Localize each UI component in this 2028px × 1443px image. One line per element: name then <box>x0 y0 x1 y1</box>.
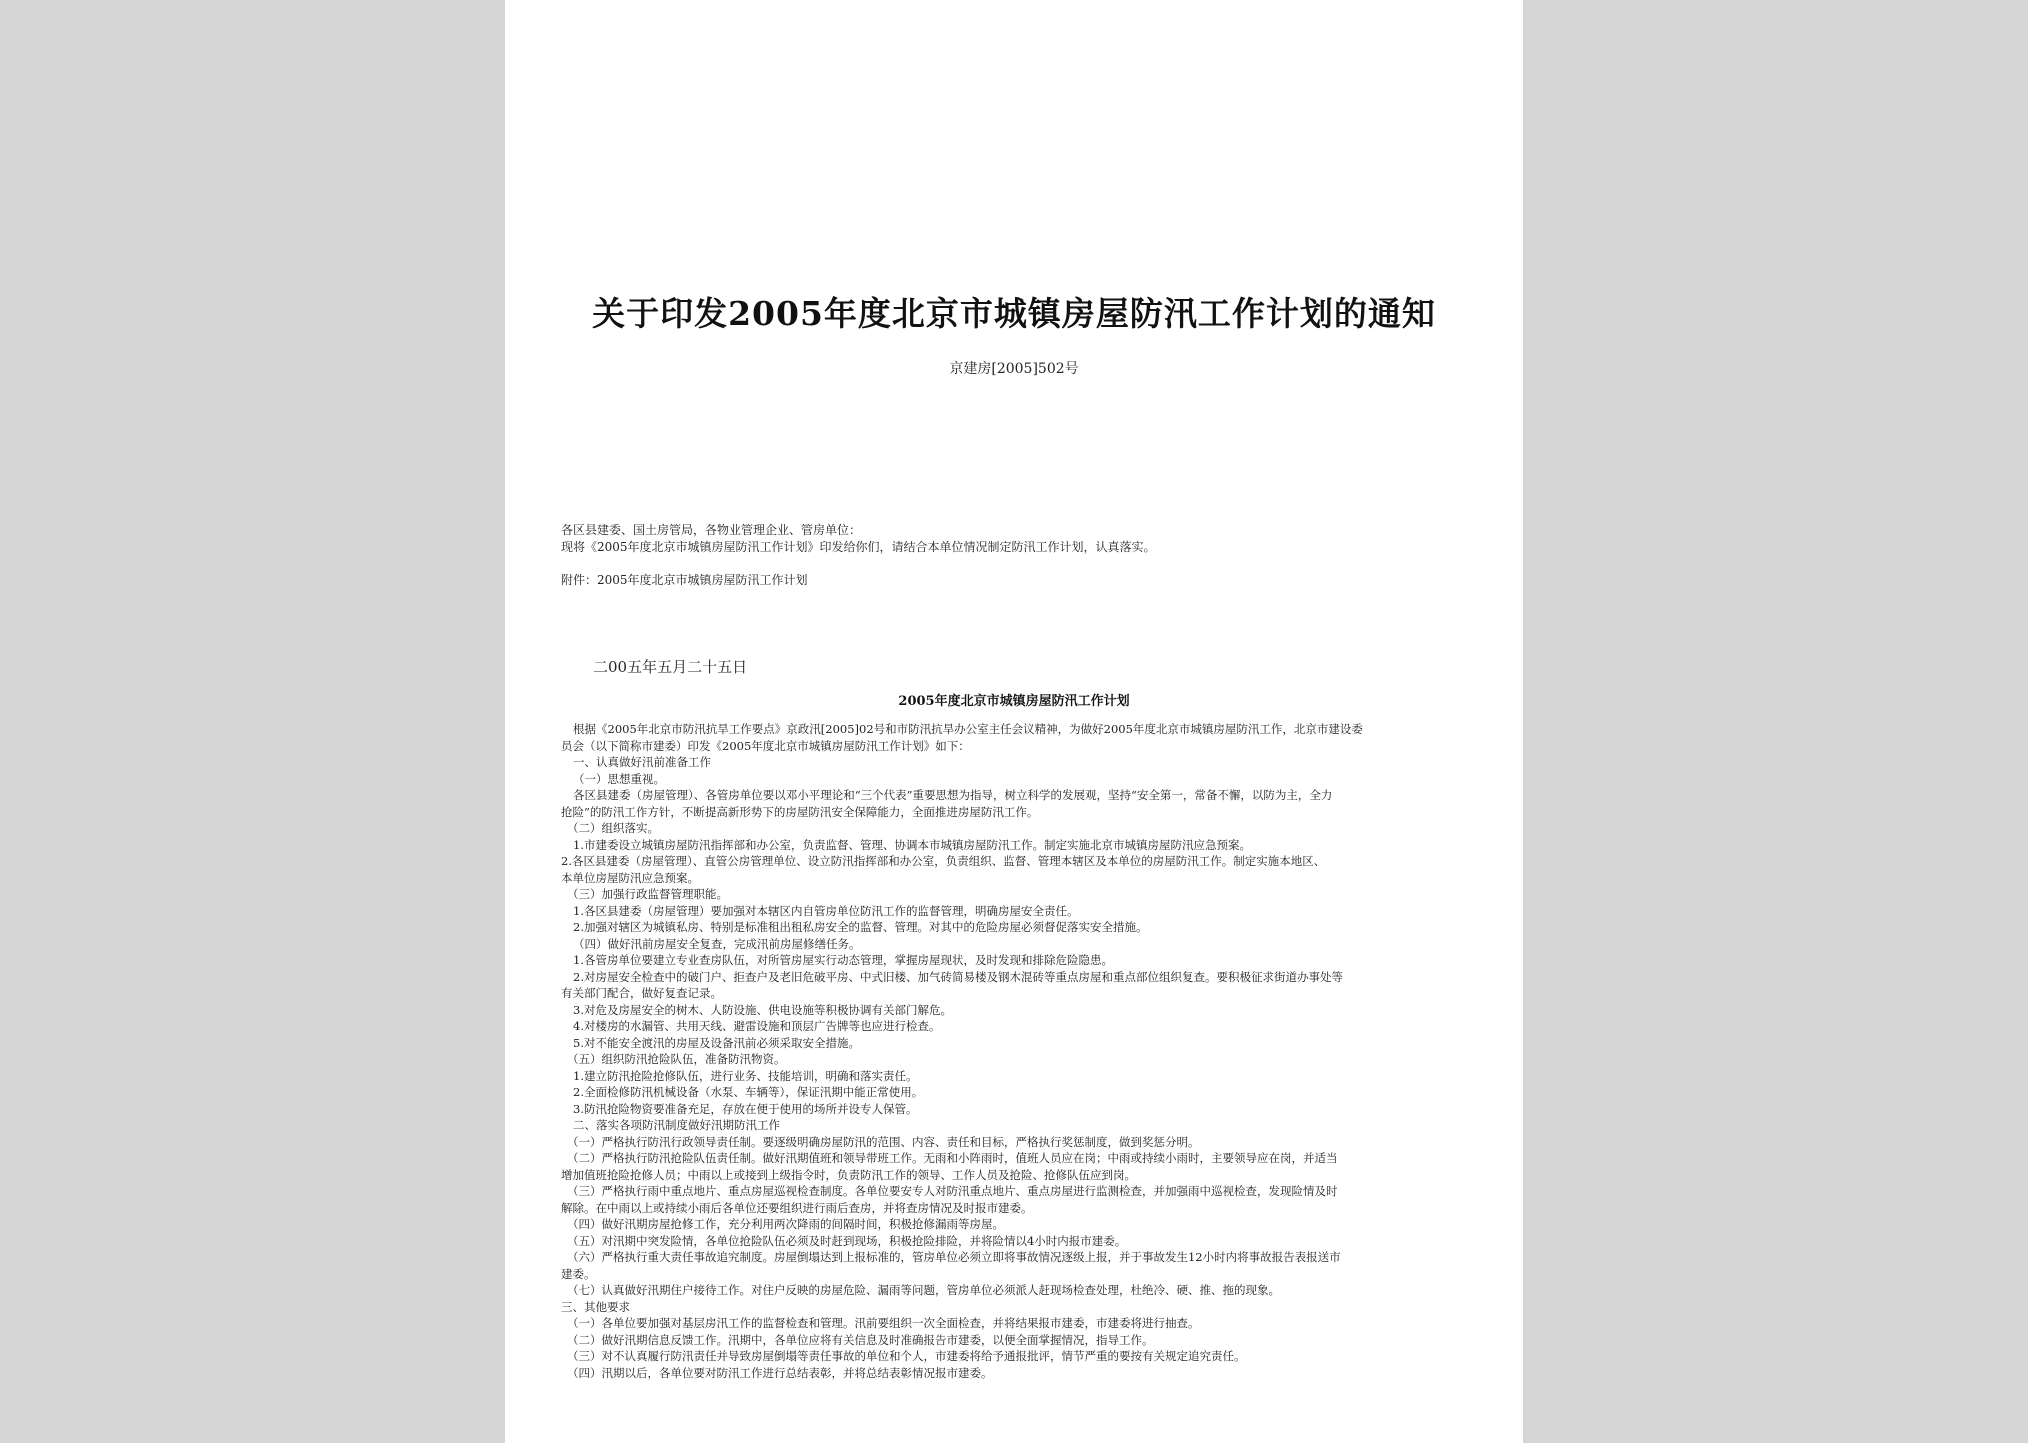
document-number: 京建房[2005]502号 <box>949 361 1079 377</box>
body-line: 2.加强对辖区为城镇私房、特别是标准租出租私房安全的监督、管理。对其中的危险房屋必须督促落实安全措施。 <box>573 920 1148 934</box>
attachment-line: 附件：2005年度北京市城镇房屋防汛工作计划 <box>561 573 808 587</box>
body-line: （三）对不认真履行防汛责任并导致房屋倒塌等责任事故的单位和个人，市建委将给予通报批评，情节严重的要按有关规定追究责任。 <box>567 1349 1246 1363</box>
body-line: （四）做好汛前房屋安全复查，完成汛前房屋修缮任务。 <box>573 936 861 951</box>
document-title: 关于印发2005年度北京市城镇房屋防汛工作计划的通知 <box>592 294 1436 333</box>
body-line: （一）严格执行防汛行政领导责任制。要逐级明确房屋防汛的范围、内容、责任和目标，严格执行奖惩制度，做到奖惩分明。 <box>567 1134 1200 1149</box>
body-line: 1.建立防汛抢险抢修队伍，进行业务、技能培训，明确和落实责任。 <box>573 1068 918 1083</box>
body-line: 根据《2005年北京市防汛抗旱工作要点》京政汛[2005]02号和市防汛抗旱办公室主任会议精神，为做好2005年度北京市城镇房屋防汛工作，北京市建设委 <box>573 722 1363 736</box>
body-line: （三）严格执行雨中重点地片、重点房屋巡视检查制度。各单位要安专人对防汛重点地片、重点房屋进行监测检查，并加强雨中巡视检查，发现险情及时 <box>567 1184 1338 1198</box>
body-line: 二、落实各项防汛制度做好汛期防汛工作 <box>573 1118 780 1132</box>
body-line: 1.各区县建委（房屋管理）要加强对本辖区内自管房单位防汛工作的监督管理，明确房屋安全责任。 <box>573 903 1079 918</box>
body-line: 增加值班抢险抢修人员；中雨以上或接到上级指令时，负责防汛工作的领导、工作人员及抢险、抢修队伍应到岗。 <box>561 1167 1136 1182</box>
body-line: 本单位房屋防汛应急预案。 <box>561 870 699 885</box>
body-line: （四）汛期以后，各单位要对防汛工作进行总结表彰，并将总结表彰情况报市建委。 <box>567 1365 993 1380</box>
document-page <box>505 0 1523 1443</box>
intro-line: 现将《2005年度北京市城镇房屋防汛工作计划》印发给你们，请结合本单位情况制定防汛工作计划，认真落实。 <box>561 540 1156 554</box>
body-line: 2.各区县建委（房屋管理）、直管公房管理单位、设立防汛指挥部和办公室，负责组织、监督、管理本辖区及本单位的房屋防汛工作。制定实施本地区、 <box>561 854 1326 868</box>
body-line: 3.防汛抢险物资要准备充足，存放在便于使用的场所并设专人保管。 <box>573 1101 918 1116</box>
body-line: （一）思想重视。 <box>573 771 665 786</box>
body-line: （三）加强行政监督管理职能。 <box>567 887 728 901</box>
body-line: （五）对汛期中突发险情，各单位抢险队伍必须及时赶到现场，积极抢险排险，并将险情以4小时内报市建委。 <box>567 1233 1127 1248</box>
body-line: （五）组织防汛抢险队伍，准备防汛物资。 <box>567 1052 786 1066</box>
body-line: 三、其他要求 <box>561 1299 630 1314</box>
body-line: （二）做好汛期信息反馈工作。汛期中，各单位应将有关信息及时准确报告市建委，以便全面掌握情况，指导工作。 <box>567 1332 1154 1347</box>
body-line: （二）组织落实。 <box>567 821 659 835</box>
body-line: （二）严格执行防汛抢险队伍责任制。做好汛期值班和领导带班工作。无雨和小阵雨时，值班人员应在岗；中雨或持续小雨时，主要领导应在岗，并适当 <box>567 1151 1338 1165</box>
plan-title: 2005年度北京市城镇房屋防汛工作计划 <box>898 694 1130 709</box>
body-line: 1.各管房单位要建立专业查房队伍，对所管房屋实行动态管理，掌握房屋现状，及时发现和排除危险隐患。 <box>573 953 1113 967</box>
body-line: （六）严格执行重大责任事故追究制度。房屋倒塌达到上报标准的，管房单位必须立即将事故情况逐级上报，并于事故发生12小时内将事故报告表报送市 <box>567 1250 1341 1264</box>
body-line: 员会（以下简称市建委）印发《2005年度北京市城镇房屋防汛工作计划》如下： <box>561 738 970 753</box>
body-line: 2.对房屋安全检查中的破门户、拒查户及老旧危破平房、中式旧楼、加气砖简易楼及钢木混砖等重点房屋和重点部位组织复查。要积极征求街道办事处等 <box>573 969 1343 984</box>
body-line: 4.对楼房的水漏管、共用天线、避雷设施和顶层广告牌等也应进行检查。 <box>573 1019 941 1033</box>
body-line: 3.对危及房屋安全的树木、人防设施、供电设施等积极协调有关部门解危。 <box>573 1002 952 1017</box>
body-line: （七）认真做好汛期住户接待工作。对住户反映的房屋危险、漏雨等问题，管房单位必须派人赶现场检查处理，杜绝冷、硬、推、拖的现象。 <box>567 1283 1280 1297</box>
body-line: （四）做好汛期房屋抢修工作，充分利用两次降雨的间隔时间，积极抢修漏雨等房屋。 <box>567 1217 1004 1231</box>
issue-date: 二00五年五月二十五日 <box>593 658 748 676</box>
body-line: 一、认真做好汛前准备工作 <box>573 755 711 769</box>
body-line: 1.市建委设立城镇房屋防汛指挥部和办公室，负责监督、管理、协调本市城镇房屋防汛工作。制定实施北京市城镇房屋防汛应急预案。 <box>573 837 1251 852</box>
body-line: （一）各单位要加强对基层房汛工作的监督检查和管理。汛前要组织一次全面检查，并将结果报市建委，市建委将进行抽查。 <box>567 1316 1200 1330</box>
body-line: 2.全面检修防汛机械设备（水泵、车辆等），保证汛期中能正常使用。 <box>573 1085 924 1099</box>
plan-body <box>561 721 1481 1381</box>
body-line: 抢险”的防汛工作方针，不断提高新形势下的房屋防汛安全保障能力，全面推进房屋防汛工作。 <box>561 804 1039 819</box>
body-line: 5.对不能安全渡汛的房屋及设备汛前必须采取安全措施。 <box>573 1035 860 1050</box>
body-line: 有关部门配合，做好复查记录。 <box>561 986 722 1000</box>
body-line: 建委。 <box>561 1266 596 1281</box>
body-line: 解除。在中雨以上或持续小雨后各单位还要组织进行雨后查房，并将查房情况及时报市建委。 <box>561 1200 1033 1215</box>
recipients-line: 各区县建委、国土房管局，各物业管理企业、管房单位： <box>561 523 862 537</box>
body-line: 各区县建委（房屋管理）、各管房单位要以邓小平理论和“三个代表”重要思想为指导，树立科学的发展观，坚持“安全第一，常备不懈，以防为主，全力 <box>573 788 1333 802</box>
